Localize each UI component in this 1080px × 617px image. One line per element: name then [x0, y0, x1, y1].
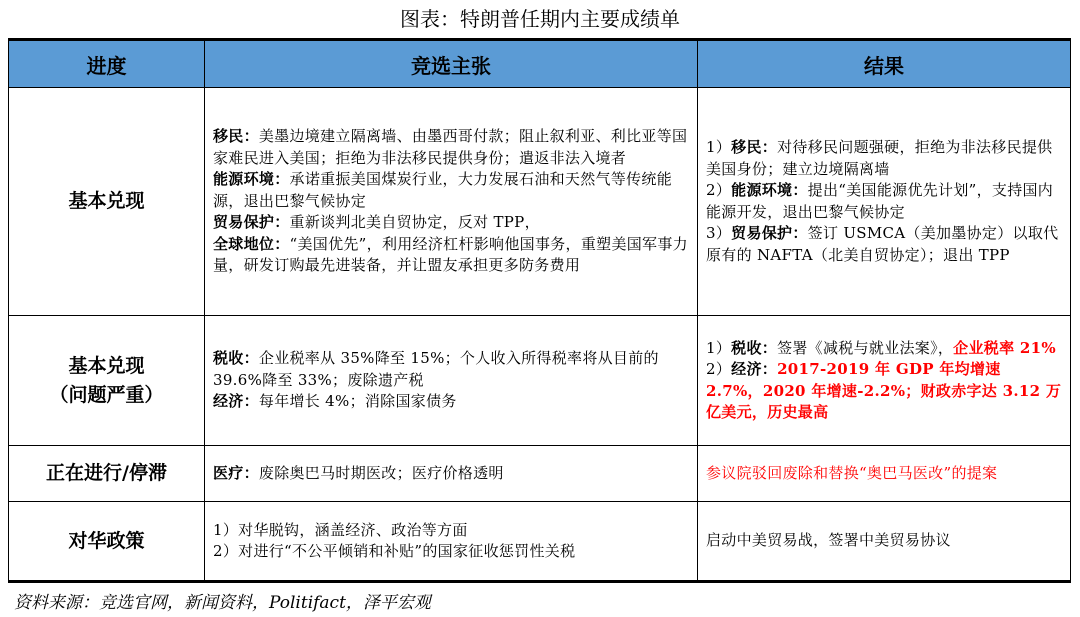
progress-cell: 基本兑现 — [9, 88, 205, 316]
result-label: 贸易保护： — [731, 224, 808, 242]
proposal-item — [213, 234, 689, 277]
source-note: 资料来源：竞选官网，新闻资料，Politifact，泽平宏观 — [14, 593, 431, 613]
proposal-item: 2）对进行“不公平倾销和补贴”的国家征收惩罚性关税 — [213, 542, 576, 560]
progress-cell: 正在进行/停滞 — [9, 446, 205, 502]
result-label: 经济： — [731, 360, 778, 378]
result-item — [706, 137, 1062, 180]
proposal-item — [213, 126, 689, 169]
proposal-item — [213, 169, 689, 212]
result-item — [706, 338, 1062, 360]
proposal-cell — [205, 316, 698, 446]
result-label: 能源环境： — [731, 181, 808, 199]
result-text: 提出“美国能源优先计划”，支持国内能源开发，退出巴黎气候协定 — [706, 181, 1054, 221]
result-cell — [698, 316, 1071, 446]
result-highlight: 2017-2019 年 GDP 年均增速 2.7%，2020 年增速-2.2%；财政赤字达 3.12 万亿美元，历史最高 — [706, 360, 1062, 421]
proposal-text: 承诺重振美国煤炭行业，大力发展石油和天然气等传统能源，退出巴黎气候协定 — [213, 170, 673, 210]
table-row — [9, 316, 1071, 446]
proposal-text: 重新谈判北美自贸协定，反对 TPP， — [289, 213, 540, 232]
result-number: 3） — [706, 224, 732, 242]
header-row — [9, 40, 1071, 88]
proposal-text: 废除奥巴马时期医改；医疗价格透明 — [258, 463, 504, 482]
result-text: 签订 USMCA（美加墨协定）以取代原有的 NAFTA（北美自贸协定）；退出 TPP — [706, 224, 1059, 264]
result-number: 2） — [706, 360, 732, 378]
table-caption: 图表：特朗普任期内主要成绩单 — [400, 7, 680, 31]
result-number: 2） — [706, 181, 732, 199]
proposal-item — [213, 212, 689, 234]
progress-note: （问题严重） — [49, 383, 164, 406]
proposal-label: 税收： — [213, 349, 259, 368]
progress-cell — [9, 316, 205, 446]
proposal-item: 1）对华脱钩，涵盖经济、政治等方面 — [213, 520, 468, 539]
result-number: 1） — [706, 138, 732, 156]
table-row — [9, 502, 1071, 582]
proposal-label: 移民： — [213, 127, 259, 146]
proposal-cell — [205, 502, 698, 582]
proposal-label: 贸易保护： — [213, 213, 290, 232]
proposal-text: “美国优先”，利用经济杠杆影响他国事务，重塑美国军事力量，研发订购最先进装备，并让盟友承担更多防务费用 — [213, 234, 688, 275]
result-cell: 参议院驳回废除和替换“奥巴马医改”的提案 — [698, 446, 1071, 502]
result-item — [706, 359, 1062, 424]
table-row — [9, 88, 1071, 316]
progress-cell: 对华政策 — [9, 502, 205, 582]
proposal-cell — [205, 88, 698, 316]
proposal-text: 每年增长 4%；消除国家债务 — [258, 392, 457, 411]
result-label: 税收： — [731, 338, 778, 357]
proposal-item — [213, 391, 689, 413]
proposal-text: 企业税率从 35%降至 15%；个人收入所得税率将从目前的 39.6%降至 33%；废除遗产税 — [213, 349, 659, 389]
proposal-label: 能源环境： — [213, 170, 290, 189]
result-cell: 启动中美贸易战，签署中美贸易协议 — [698, 502, 1071, 582]
proposal-item — [213, 463, 689, 485]
proposal-label: 医疗： — [213, 463, 259, 482]
progress-line: 基本兑现 — [68, 354, 145, 377]
proposal-cell — [205, 446, 698, 502]
header-proposal: 竞选主张 — [205, 40, 698, 88]
table-row — [9, 446, 1071, 502]
header-progress: 进度 — [9, 40, 205, 88]
result-text: 签署《减税与就业法案》， — [777, 338, 954, 357]
result-item — [706, 223, 1062, 266]
proposal-label: 全球地位： — [213, 234, 290, 253]
result-item — [706, 180, 1062, 223]
proposal-text: 美墨边境建立隔离墙、由墨西哥付款；阻止叙利亚、利比亚等国家难民进入美国；拒绝为非法移民提供身份；遣返非法入境者 — [213, 127, 688, 167]
result-text: 对待移民问题强硬，拒绝为非法移民提供美国身份；建立边境隔离墙 — [706, 138, 1053, 178]
result-label: 移民： — [731, 138, 778, 156]
achievements-table — [8, 38, 1071, 583]
proposal-label: 经济： — [213, 392, 259, 411]
result-number: 1） — [706, 338, 732, 357]
result-highlight: 企业税率 21% — [953, 338, 1056, 357]
result-cell — [698, 88, 1071, 316]
proposal-item — [213, 348, 689, 391]
header-result: 结果 — [698, 40, 1071, 88]
